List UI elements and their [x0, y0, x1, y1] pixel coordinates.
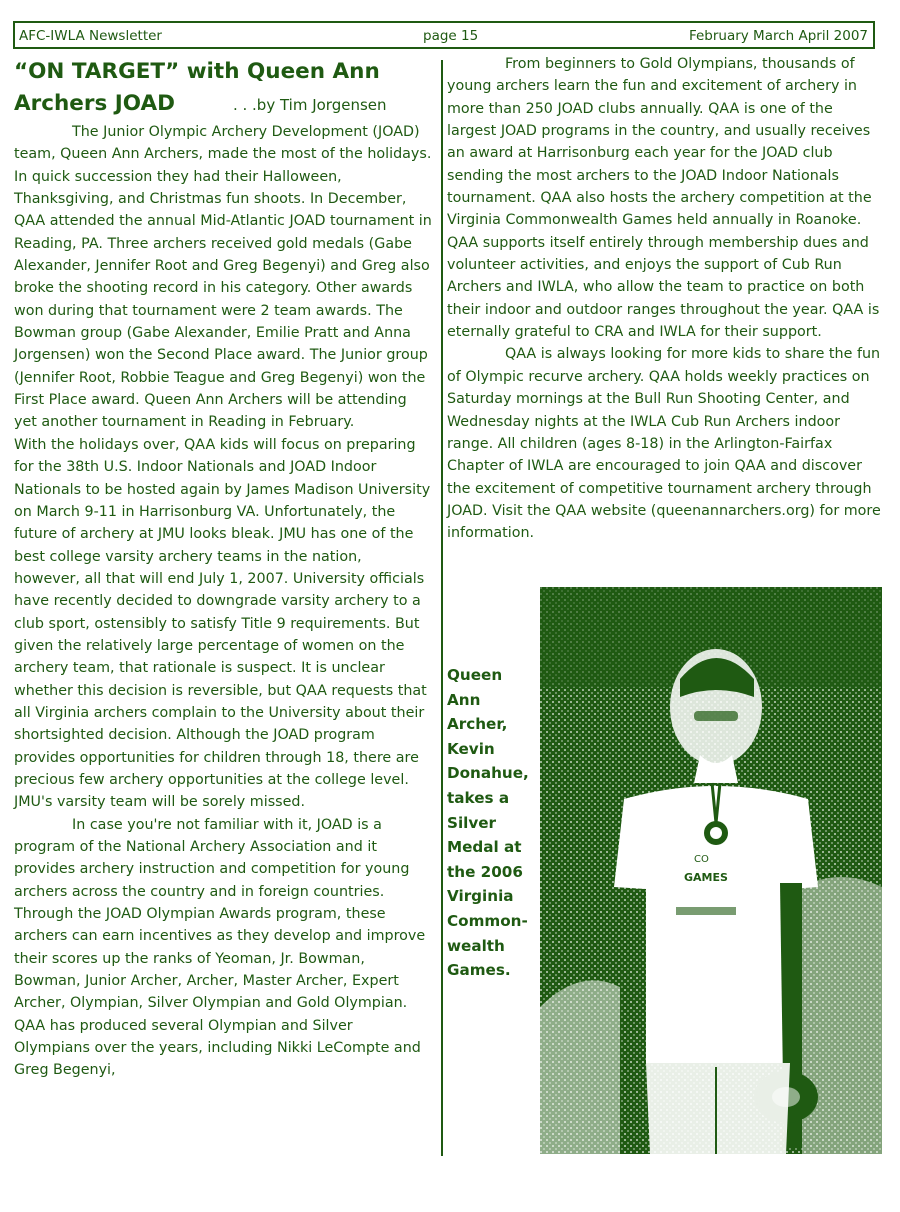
newsletter-header: [13, 21, 875, 49]
newsletter-name: AFC-IWLA Newsletter: [19, 28, 162, 44]
article-title-line2: Archers JOAD: [14, 91, 175, 116]
article-byline: . . .by Tim Jorgensen: [232, 96, 387, 114]
issue-date: February March April 2007: [688, 28, 868, 44]
shirt-text-1: CO: [694, 854, 709, 865]
article-title-line1: “ON TARGET” with Queen Ann: [14, 59, 380, 84]
page-number: page 15: [423, 28, 479, 44]
paragraph-jmu: With the holidays over, QAA kids will focus on preparing for the 38th U.S. Indoor Nationals and JOAD Indoor Nationals to be hosted again by James Madison University on March 9-11 in Harrisonburg VA. Unfortunately, the future of archery at JMU looks bleak. JMU has one of the best college varsity archery teams in the nation, however, all that will end July 1, 2007. University officials have recently decided to downgrade varsity archery to a club sport, ostensibly to satisfy Title 9 requirements. But given the relatively large percentage of women on the archery team, that rationale is suspect. It is unclear whether this decision is reversible, but QAA requests that all Virginia archers complain to the University about their shortsighted decision. Although the JOAD program provides opportunities for children through 18, there are precious few archery opportunities at the college level. JMU's varsity team will be sorely missed.: [14, 436, 431, 811]
photo-caption: Queen Ann Archer, Kevin Donahue, takes a Silver Medal at the 2006 Virginia Common- wealth Games.: [447, 666, 529, 980]
column-divider: [441, 60, 443, 1156]
shirt-text-2: GAMES: [684, 871, 728, 884]
article-title: [14, 56, 432, 121]
right-column: [447, 53, 883, 545]
paragraph-tournament: The Junior Olympic Archery Development (JOAD) team, Queen Ann Archers, made the most of the holidays. In quick succession they had their Halloween, Thanksgiving, and Christmas fun shoots. In December, QAA attended the annual Mid-Atlantic JOAD tournament in Reading, PA. Three archers received gold medals (Gabe Alexander, Jennifer Root and Greg Begenyi) and Greg also broke the shooting record in his category. Other awards won during that tournament were 2 team awards. The Bowman group (Gabe Alexander, Emilie Pratt and Anna Jorgensen) won the Second Place award. The Junior group (Jennifer Root, Robbie Teague and Greg Begenyi) won the First Place award. Queen Ann Archers will be attending yet another tournament in Reading in February.: [14, 124, 432, 431]
left-column: [14, 56, 432, 1082]
paragraph-join-qaa: QAA is always looking for more kids to share the fun of Olympic recurve archery. QAA holds weekly practices on Saturday mornings at the Bull Run Shooting Center, and Wednesday nights at the IWLA Cub Run Archers indoor range. All children (ages 8-18) in the Arlington-Fairfax Chapter of IWLA are encouraged to join QAA and discover the excitement of competitive tournament archery through JOAD. Visit the QAA website (queenannarchers.org) for more information.: [447, 346, 881, 542]
paragraph-joad-clubs: From beginners to Gold Olympians, thousands of young archers learn the fun and excitement of archery in more than 250 JOAD clubs annually. QAA is one of the largest JOAD programs in the country, and usually receives an award at Harrisonburg each year for the JOAD club sending the most archers to the JOAD Indoor Nationals tournament. QAA also hosts the archery competition at the Virginia Commonwealth Games held annually in Roanoke. QAA supports itself entirely through membership dues and volunteer activities, and enjoys the support of Cub Run Archers and IWLA, who allow the team to practice on both their indoor and outdoor ranges throughout the year. QAA is eternally grateful to CRA and IWLA for their support.: [447, 56, 880, 341]
archer-photo: [540, 587, 882, 1154]
paragraph-joad-program: In case you're not familiar with it, JOAD is a program of the National Archery Association and it provides archery instruction and competition for young archers across the country and in foreign countries. Through the JOAD Olympian Awards program, these archers can earn incentives as they develop and improve their scores up the ranks of Yeoman, Jr. Bowman, Bowman, Junior Archer, Archer, Master Archer, Expert Archer, Olympian, Silver Olympian and Gold Olympian. QAA has produced several Olympian and Silver Olympians over the years, including Nikki LeCompte and Greg Begenyi,: [14, 816, 426, 1079]
